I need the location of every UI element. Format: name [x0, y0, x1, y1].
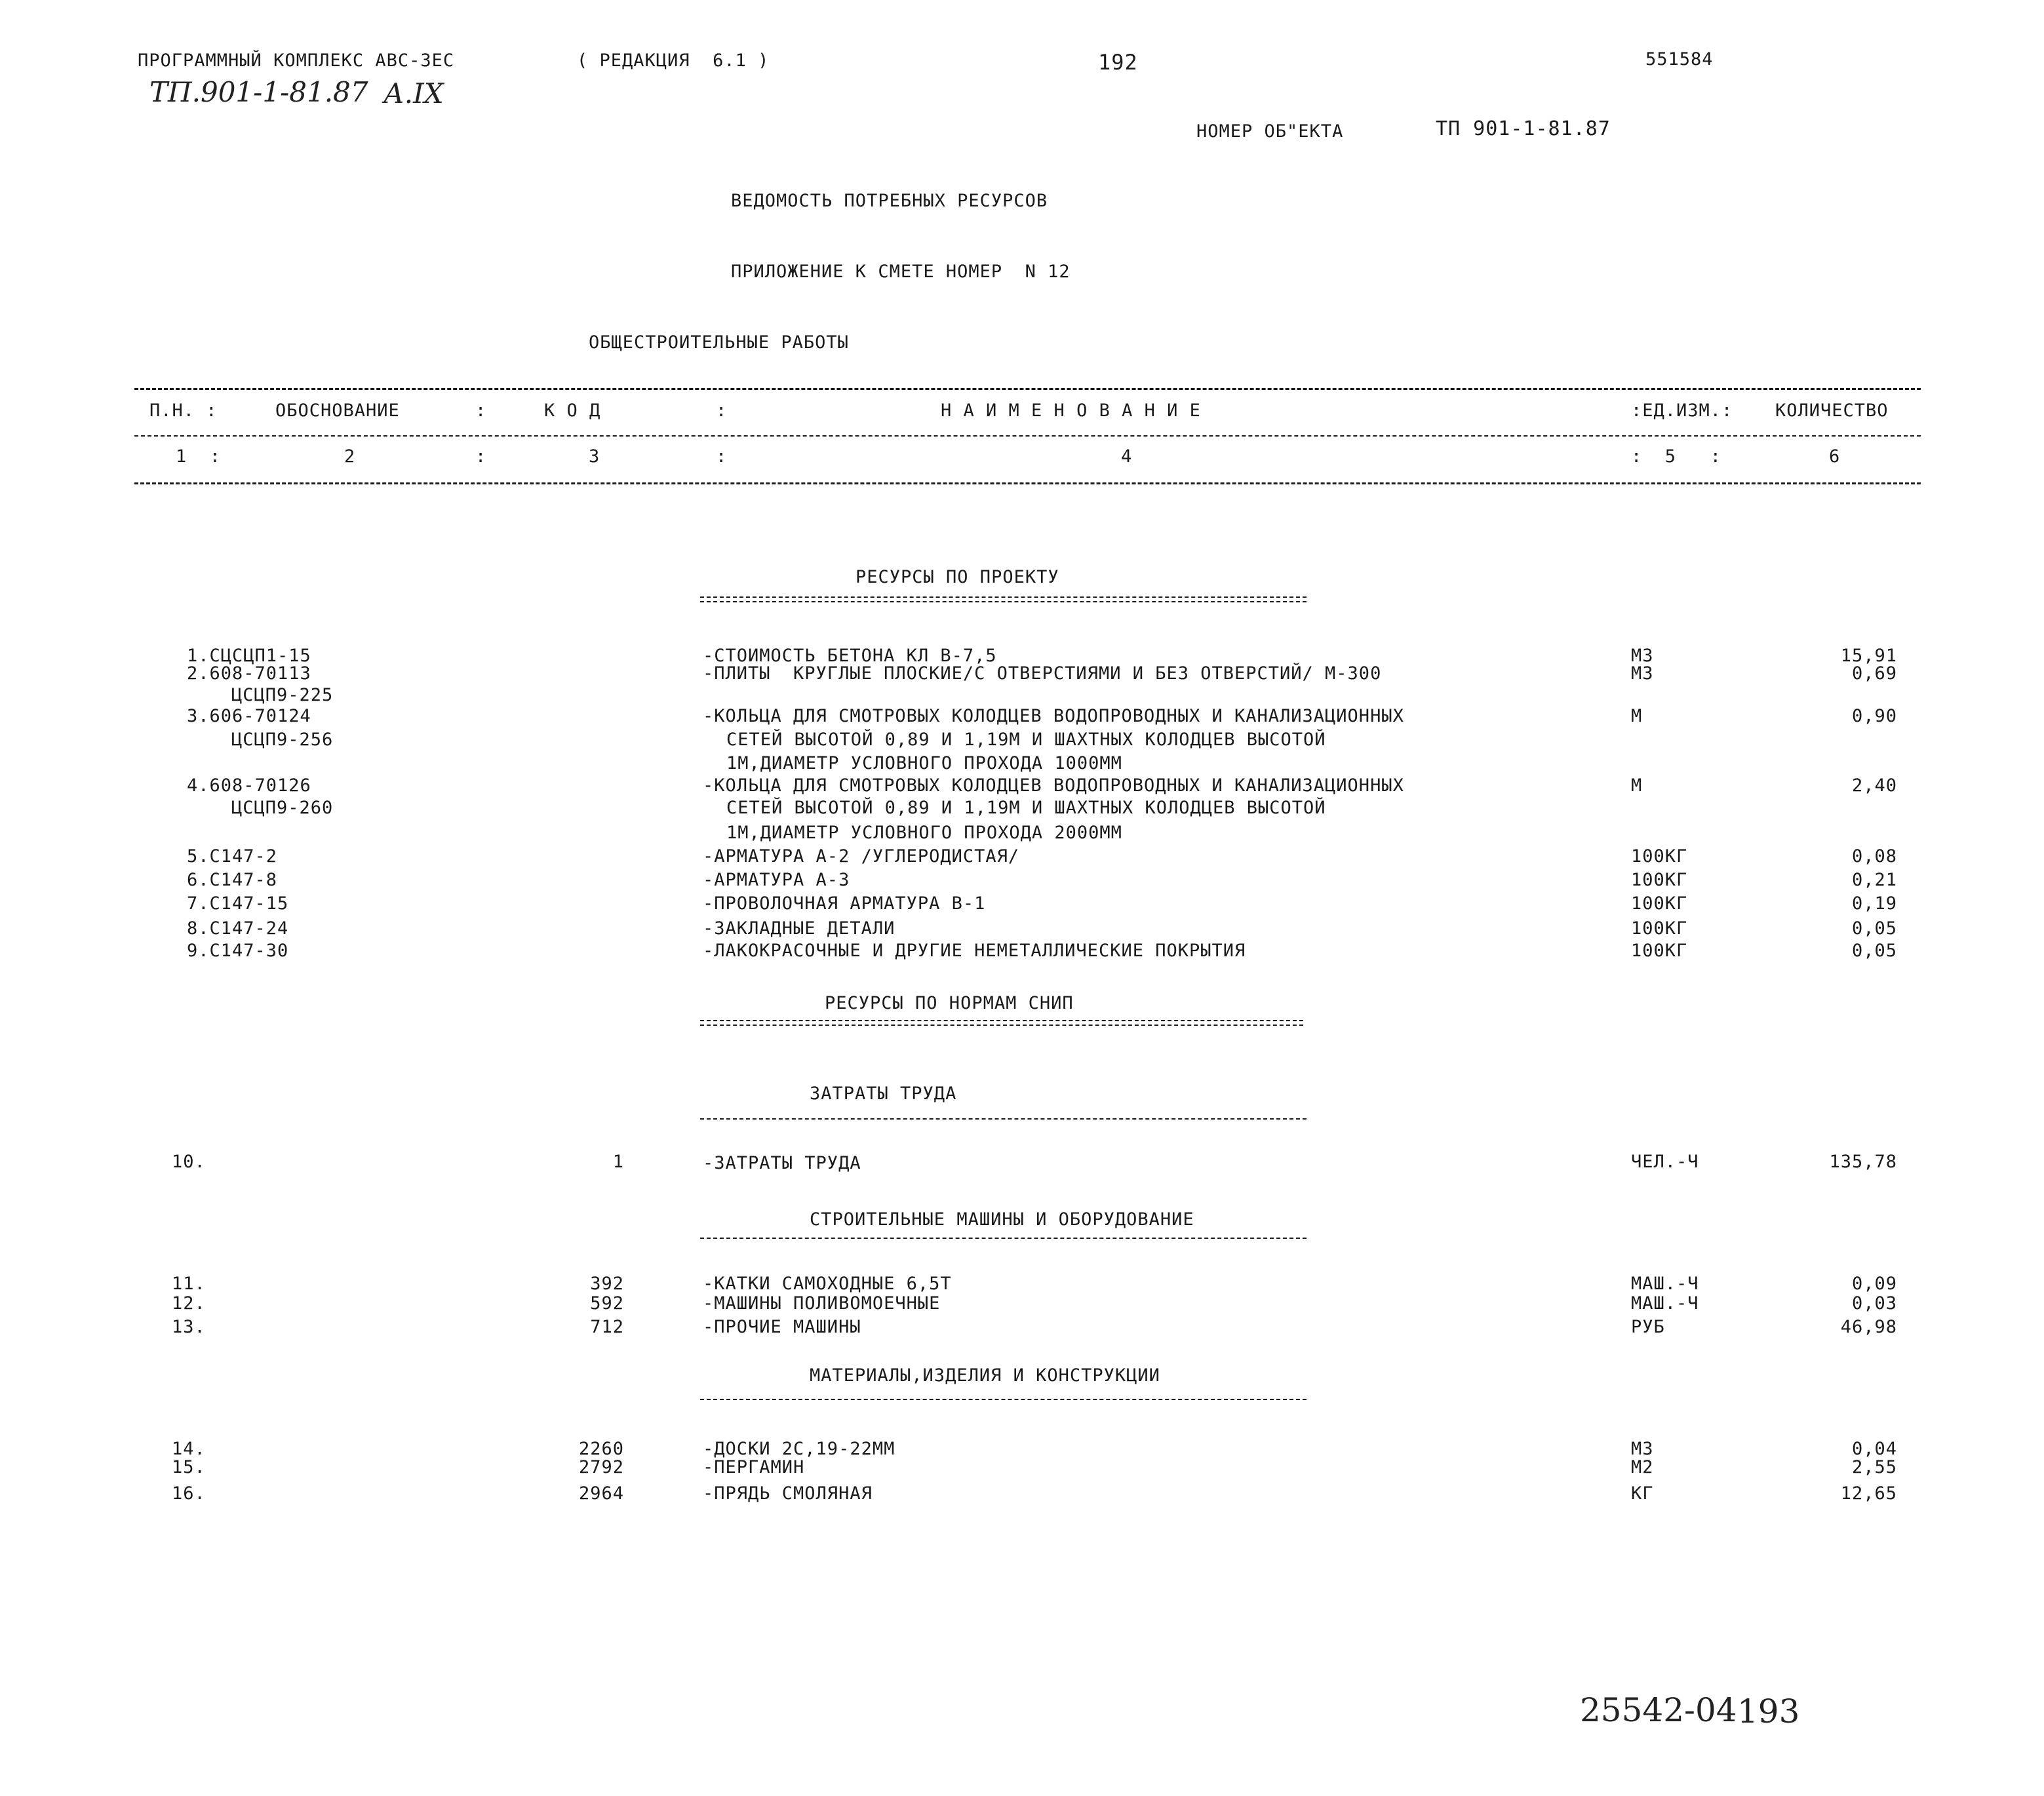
section-rule [700, 1118, 1307, 1120]
machine-row-unit: МАШ.-Ч [1631, 1274, 1699, 1294]
item-basis: ЦСЦП9-260 [231, 798, 334, 818]
machine-row-code: 592 [590, 1293, 624, 1314]
item-name-continued: СЕТЕЙ ВЫСОТОЙ 0,89 И 1,19М И ШАХТНЫХ КОЛОДЦЕВ ВЫСОТОЙ [726, 798, 1326, 818]
material-row-quantity: 0,04 [1851, 1439, 1897, 1459]
material-row-unit: М3 [1631, 1439, 1654, 1459]
material-row-code: 2260 [578, 1439, 624, 1459]
machine-row-unit: МАШ.-Ч [1631, 1293, 1699, 1314]
item-unit: М3 [1631, 646, 1654, 666]
item-name: -ПЛИТЫ КРУГЛЫЕ ПЛОСКИЕ/С ОТВЕРСТИЯМИ И БЕЗ ОТВЕРСТИЙ/ М-300 [703, 663, 1382, 684]
handwritten-archive-number: 25542-04 [1580, 1691, 1737, 1729]
item-basis: 5.С147-2 [187, 846, 278, 867]
item-unit: М [1631, 775, 1643, 796]
handwritten-album: А.IX [383, 77, 444, 109]
column-separator: : [475, 400, 487, 421]
column-header-basis: ОБОСНОВАНИЕ [275, 400, 400, 421]
item-quantity: 0,21 [1851, 870, 1897, 890]
item-basis: 3.606-70124 [187, 706, 311, 726]
document-number: 551584 [1645, 49, 1714, 69]
column-number-4: 4 [1121, 446, 1133, 467]
item-name: -КОЛЬЦА ДЛЯ СМОТРОВЫХ КОЛОДЦЕВ ВОДОПРОВОДНЫХ И КАНАЛИЗАЦИОННЫХ [703, 775, 1404, 796]
material-row-code: 2964 [578, 1483, 624, 1504]
section-title-project: РЕСУРСЫ ПО ПРОЕКТУ [855, 567, 1059, 587]
works-title: ОБЩЕСТРОИТЕЛЬНЫЕ РАБОТЫ [589, 332, 849, 353]
material-row-unit: КГ [1631, 1483, 1654, 1504]
appendix-title: ПРИЛОЖЕНИЕ К СМЕТЕ НОМЕР N 12 [731, 262, 1071, 282]
item-unit: 100КГ [1631, 918, 1688, 939]
statement-title: ВЕДОМОСТЬ ПОТРЕБНЫХ РЕСУРСОВ [731, 191, 1048, 211]
column-separator: : [475, 446, 487, 467]
machine-row-name: -ПРОЧИЕ МАШИНЫ [703, 1317, 861, 1337]
section-double-rule [700, 596, 1307, 602]
machine-row-number: 13. [172, 1317, 206, 1337]
item-basis: 4.608-70126 [187, 775, 311, 796]
column-number-2: 2 [344, 446, 356, 467]
item-basis: ЦСЦП9-256 [231, 730, 334, 750]
column-header-name: Н А И М Е Н О В А Н И Е [941, 400, 1201, 421]
column-number-3: 3 [589, 446, 600, 467]
item-unit: 100КГ [1631, 846, 1688, 867]
material-row-name: -ДОСКИ 2С,19-22ММ [703, 1439, 895, 1459]
item-basis: 1.СЦСЦП1-15 [187, 646, 311, 666]
item-name: -АРМАТУРА А-3 [703, 870, 850, 890]
item-unit: 100КГ [1631, 893, 1688, 914]
item-name: -ПРОВОЛОЧНАЯ АРМАТУРА В-1 [703, 893, 986, 914]
item-name-continued: 1М,ДИАМЕТР УСЛОВНОГО ПРОХОДА 2000ММ [726, 823, 1122, 843]
material-row-unit: М2 [1631, 1457, 1654, 1477]
item-name: -ЗАКЛАДНЫЕ ДЕТАЛИ [703, 918, 895, 939]
column-number-1: 1 : [176, 446, 222, 467]
column-header-code: К О Д [544, 400, 601, 421]
item-basis: 7.С147-15 [187, 893, 289, 914]
item-unit: 100КГ [1631, 941, 1688, 961]
item-basis: 9.С147-30 [187, 941, 289, 961]
machine-row-code: 392 [590, 1274, 624, 1294]
section-title-labor: ЗАТРАТЫ ТРУДА [810, 1083, 957, 1104]
item-quantity: 15,91 [1840, 646, 1897, 666]
item-name: -ЛАКОКРАСОЧНЫЕ И ДРУГИЕ НЕМЕТАЛЛИЧЕСКИЕ ПОКРЫТИЯ [703, 941, 1246, 961]
material-row-name: -ПРЯДЬ СМОЛЯНАЯ [703, 1483, 873, 1504]
table-header-rule [134, 435, 1921, 437]
material-row-number: 15. [172, 1457, 206, 1477]
machine-row-name: -КАТКИ САМОХОДНЫЕ 6,5Т [703, 1274, 952, 1294]
material-row-number: 16. [172, 1483, 206, 1504]
item-basis: 2.608-70113 [187, 663, 311, 684]
item-name: -АРМАТУРА А-2 /УГЛЕРОДИСТАЯ/ [703, 846, 1020, 867]
item-name-continued: СЕТЕЙ ВЫСОТОЙ 0,89 И 1,19М И ШАХТНЫХ КОЛОДЦЕВ ВЫСОТОЙ [726, 730, 1326, 750]
material-row-code: 2792 [578, 1457, 624, 1477]
labor-row-unit: ЧЕЛ.-Ч [1631, 1152, 1699, 1172]
section-rule [700, 1238, 1307, 1239]
material-row-name: -ПЕРГАМИН [703, 1457, 805, 1477]
machine-row-quantity: 0,09 [1851, 1274, 1897, 1294]
machine-row-number: 12. [172, 1293, 206, 1314]
item-basis: 8.С147-24 [187, 918, 289, 939]
column-number-6: 6 [1829, 446, 1841, 467]
program-name: ПРОГРАММНЫЙ КОМПЛЕКС АВС-ЗЕС [138, 50, 455, 71]
column-header-unit: :ЕД.ИЗМ.: [1631, 400, 1733, 421]
machine-row-code: 712 [590, 1317, 624, 1337]
column-header-pn: П.Н. : [149, 400, 218, 421]
machine-row-name: -МАШИНЫ ПОЛИВОМОЕЧНЫЕ [703, 1293, 941, 1314]
section-double-rule [700, 1020, 1303, 1026]
item-name-continued: 1М,ДИАМЕТР УСЛОВНОГО ПРОХОДА 1000ММ [726, 753, 1122, 773]
column-separator: : [716, 446, 728, 467]
labor-row-quantity: 135,78 [1829, 1152, 1897, 1172]
material-row-quantity: 12,65 [1840, 1483, 1897, 1504]
item-unit: 100КГ [1631, 870, 1688, 890]
item-quantity: 0,08 [1851, 846, 1897, 867]
item-quantity: 0,19 [1851, 893, 1897, 914]
material-row-number: 14. [172, 1439, 206, 1459]
item-basis: ЦСЦП9-225 [231, 685, 334, 705]
item-name: -КОЛЬЦА ДЛЯ СМОТРОВЫХ КОЛОДЦЕВ ВОДОПРОВОДНЫХ И КАНАЛИЗАЦИОННЫХ [703, 706, 1404, 726]
machine-row-number: 11. [172, 1274, 206, 1294]
column-number-5: : 5 : [1631, 446, 1722, 467]
section-title-snip: РЕСУРСЫ ПО НОРМАМ СНИП [825, 993, 1074, 1013]
machine-row-unit: РУБ [1631, 1317, 1665, 1337]
section-title-machines: СТРОИТЕЛЬНЫЕ МАШИНЫ И ОБОРУДОВАНИЕ [810, 1209, 1194, 1230]
handwritten-project-code: ТП.901-1-81.87 [149, 76, 368, 108]
table-header-bottom-rule [134, 482, 1921, 484]
table-top-rule [134, 388, 1921, 390]
labor-row-number: 10. [172, 1152, 206, 1172]
item-unit: М [1631, 706, 1643, 726]
labor-row-name: -ЗАТРАТЫ ТРУДА [703, 1153, 861, 1173]
item-unit: М3 [1631, 663, 1654, 684]
item-quantity: 0,90 [1851, 706, 1897, 726]
handwritten-page-number: 193 [1737, 1692, 1800, 1730]
page-number: 192 [1098, 50, 1138, 75]
object-number-value: ТП 901-1-81.87 [1436, 117, 1611, 140]
column-separator: : [716, 400, 728, 421]
item-quantity: 0,69 [1851, 663, 1897, 684]
column-header-quantity: КОЛИЧЕСТВО [1775, 400, 1889, 421]
material-row-quantity: 2,55 [1851, 1457, 1897, 1477]
labor-row-code: 1 [612, 1152, 624, 1172]
machine-row-quantity: 0,03 [1851, 1293, 1897, 1314]
object-number-label: НОМЕР ОБ"ЕКТА [1196, 121, 1344, 142]
item-basis: 6.С147-8 [187, 870, 278, 890]
section-rule [700, 1399, 1307, 1400]
item-quantity: 0,05 [1851, 941, 1897, 961]
edition: ( РЕДАКЦИЯ 6.1 ) [577, 50, 770, 71]
item-quantity: 2,40 [1851, 775, 1897, 796]
item-quantity: 0,05 [1851, 918, 1897, 939]
machine-row-quantity: 46,98 [1840, 1317, 1897, 1337]
section-title-materials: МАТЕРИАЛЫ,ИЗДЕЛИЯ И КОНСТРУКЦИИ [810, 1365, 1160, 1386]
item-name: -СТОИМОСТЬ БЕТОНА КЛ В-7,5 [703, 646, 997, 666]
